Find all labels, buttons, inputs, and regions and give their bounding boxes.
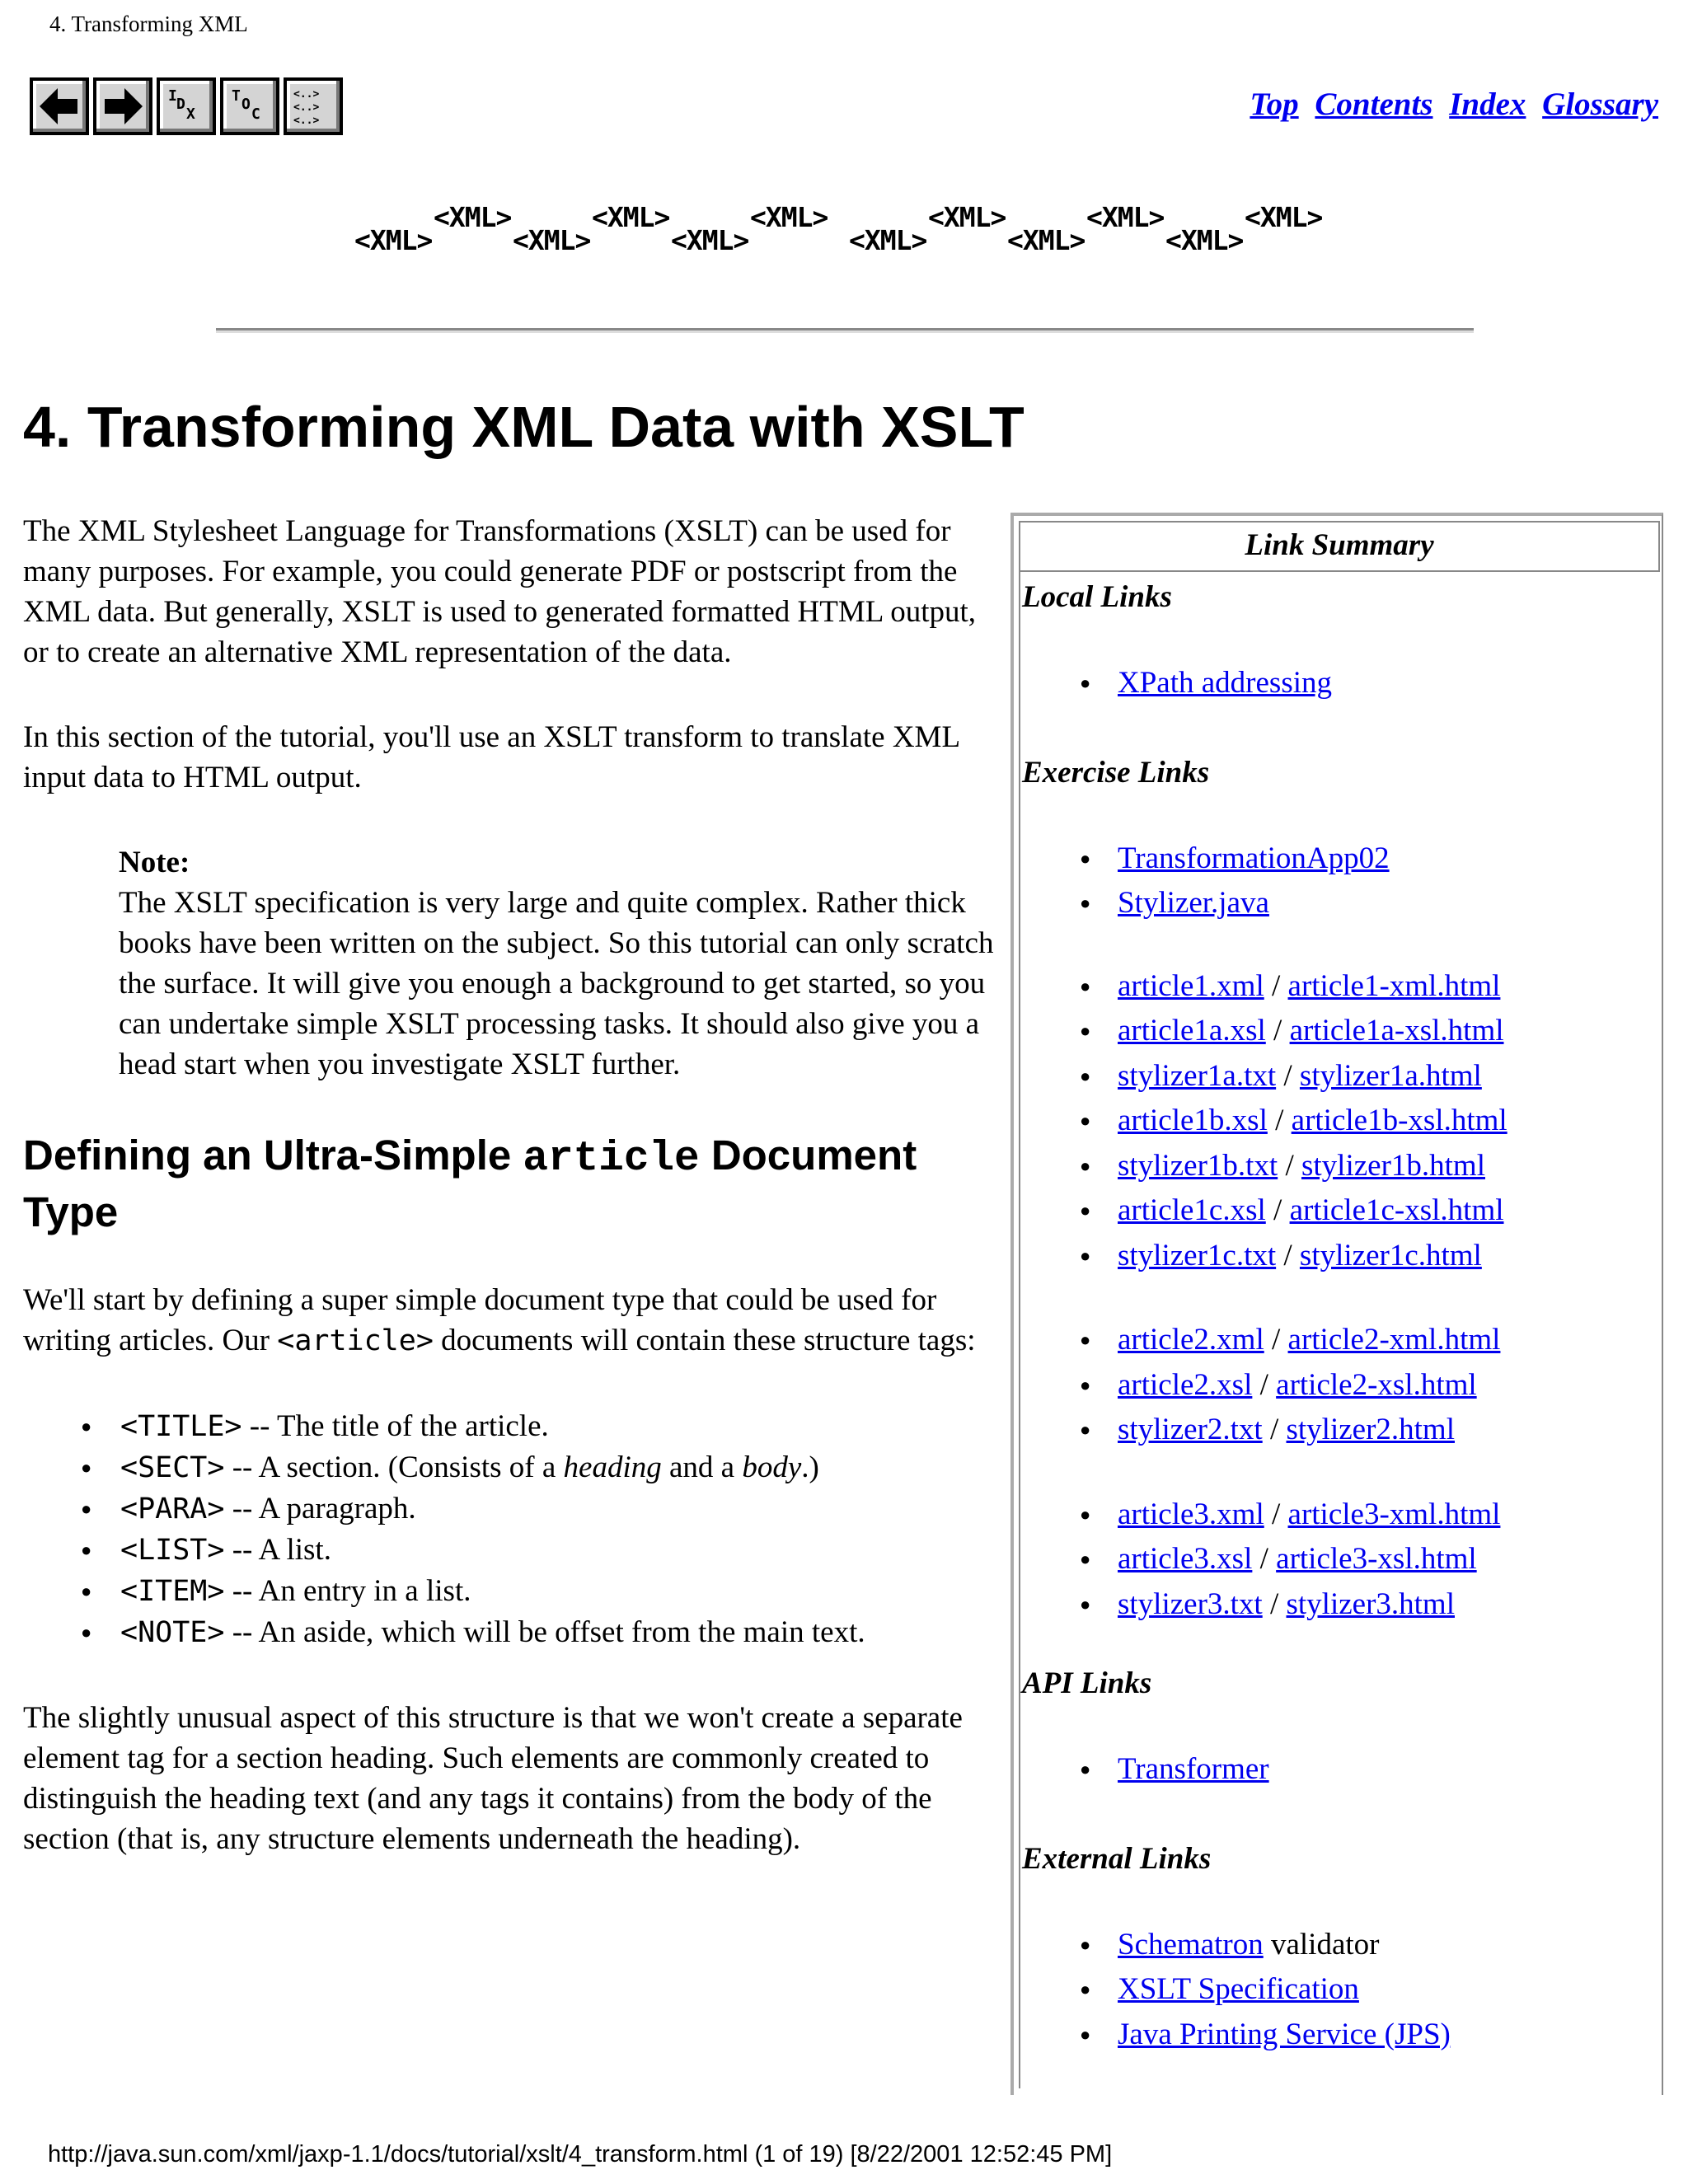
list-item [1022,881,1660,926]
xml-tag: <XML> [354,224,433,256]
separator: / [1264,968,1288,1003]
list-item [1022,1099,1660,1144]
exercise-link[interactable]: stylizer2.html [1286,1413,1455,1446]
list-item [1022,1318,1660,1363]
tag-desc: -- An entry in a list. [224,1574,471,1608]
separator: / [1252,1542,1277,1576]
svg-text:<..>: <..> [293,115,320,127]
local-links-section [1022,574,1660,706]
top-link[interactable]: Top [1250,87,1299,122]
separator: / [1276,1238,1300,1272]
page-footer-url: http://java.sun.com/xml/jaxp-1.1/docs/tutorial/xslt/4_transform.html (1 of 19) [8/22/2001 12:52:45 PM] [48,2141,1113,2168]
inline-code: <article> [277,1324,434,1357]
forward-arrow-icon[interactable] [93,77,152,135]
tag-desc-emphasis: heading [563,1451,662,1484]
running-head: 4. Transforming XML [49,12,248,36]
glossary-link[interactable]: Glossary [1542,87,1658,122]
exercise-links-list [1022,837,1660,926]
separator: / [1265,1193,1290,1227]
heading-text-end: Document Type [23,1132,917,1235]
link-summary-sidebar [1019,521,1660,2088]
top-nav-links [1241,86,1658,123]
exercise-link[interactable]: article3.xsl [1118,1542,1253,1576]
xml-tag: <XML> [592,201,670,233]
local-links-heading: Local Links [1022,580,1172,614]
xml-tag: <XML> [434,201,512,233]
exercise-link[interactable]: stylizer1c.txt [1118,1238,1277,1272]
svg-text:D: D [176,96,185,113]
exercise-link[interactable]: article2.xml [1118,1323,1264,1357]
tag-code: <NOTE> [120,1616,225,1649]
api-links-heading: API Links [1022,1666,1152,1700]
exercise-link[interactable]: stylizer1b.html [1301,1148,1485,1183]
search-icon[interactable] [284,77,343,135]
exercise-link[interactable]: stylizer1c.html [1299,1238,1482,1272]
svg-text:C: C [251,105,260,123]
exercise-link[interactable]: article1a-xsl.html [1289,1014,1504,1047]
tag-desc: -- A list. [224,1533,331,1567]
separator: / [1262,1413,1287,1446]
section-heading [23,1129,1004,1239]
list-item [1022,1408,1660,1453]
exercise-link[interactable]: article1-xml.html [1287,968,1501,1003]
exercise-link[interactable]: article1c-xsl.html [1289,1193,1504,1227]
list-item [1022,1144,1660,1189]
exercise-link[interactable]: article1.xml [1118,968,1264,1003]
note-text: The XSLT specification is very large and quite complex. Rather thick books have been written on the subject. So this tutorial can only scratch the surface. It will give you enough a background to get started, so you can undertake simple XSLT processing tasks. It should also give you a head start when you investigate XSLT further. [119,886,994,1081]
xml-tag: <XML> [1007,224,1085,256]
list-item [23,1571,1004,1612]
separator: / [1252,1367,1277,1402]
xpath-link[interactable]: XPath addressing [1118,666,1332,700]
list-item [1022,837,1660,882]
tag-code: <SECT> [120,1451,225,1484]
closing-paragraph: The slightly unusual aspect of this structure is that we won't create a separate element tag for a section heading. Such elements are commonly created to distinguish the heading text (and any tags it contains) from the body of the section (that is, any structure elements underneath the heading). [23,1701,963,1856]
list-item [1022,1009,1660,1054]
paragraph-text: We'll start by defining a super simple document type that could be used for writing articles. Our [23,1283,937,1357]
exercise-link[interactable]: article3-xsl.html [1276,1542,1477,1576]
xml-tag: <XML> [1086,201,1165,233]
local-links-list [1022,661,1660,706]
list-item [1022,1493,1660,1538]
xslt-spec-link[interactable]: XSLT Specification [1118,1972,1359,2006]
list-item [1022,2013,1660,2058]
heading-code: article [523,1136,700,1183]
structure-tag-list [23,1406,1004,1653]
exercise-link[interactable]: article1a.xsl [1118,1014,1266,1047]
exercise-links-heading: Exercise Links [1022,755,1210,790]
svg-text:X: X [186,105,195,123]
schematron-link[interactable]: Schematron [1118,1927,1264,1961]
index-link[interactable]: Index [1449,87,1526,122]
tag-code: <PARA> [120,1493,225,1526]
exercise-link[interactable]: stylizer3.txt [1118,1586,1263,1621]
exercise-link[interactable]: stylizer3.html [1286,1586,1455,1621]
tag-code: <LIST> [120,1534,225,1567]
api-links-section [1022,1660,1660,1793]
sidebar-title: Link Summary [1019,521,1660,572]
list-item [1022,1234,1660,1279]
list-item [1022,1582,1660,1628]
separator: / [1265,1014,1290,1047]
svg-text:O: O [241,96,251,113]
exercise-link[interactable]: article3.xml [1118,1497,1264,1531]
exercise-link[interactable]: stylizer1b.txt [1118,1148,1278,1183]
exercise-links-section [1022,749,1660,1628]
list-item [1022,1188,1660,1234]
exercise-pairs-1 [1022,964,1660,1279]
xml-tag: <XML> [1165,224,1244,256]
list-item [23,1612,1004,1653]
xml-tag: <XML> [671,224,749,256]
note-block [119,842,1025,1085]
xml-tag: <XML> [849,224,927,256]
tag-desc: -- A paragraph. [224,1492,416,1526]
list-item [1022,1747,1660,1793]
tag-desc: -- A section. (Consists of a [224,1451,564,1484]
list-item [1022,964,1660,1010]
separator: / [1264,1323,1288,1357]
list-item [23,1447,1004,1488]
xml-banner-logo [354,198,1343,264]
separator: / [1276,1058,1300,1093]
tag-desc-emphasis: body [742,1451,802,1484]
xml-tag: <XML> [513,224,591,256]
xml-tag: <XML> [928,201,1006,233]
main-content [23,511,1004,1904]
list-item [1022,1537,1660,1582]
xml-tag: <XML> [1245,201,1323,233]
external-links-list [1022,1923,1660,2058]
list-item [1022,1054,1660,1099]
exercise-link[interactable]: article2.xsl [1118,1367,1253,1402]
transformer-link[interactable]: Transformer [1118,1752,1269,1786]
tag-desc: .) [801,1451,819,1484]
tag-desc: and a [661,1451,743,1484]
back-arrow-icon[interactable] [30,77,89,135]
exercise-link[interactable]: stylizer1a.txt [1118,1058,1277,1093]
paragraph-text-end: documents will contain these structure tags: [433,1324,976,1357]
list-item [1022,661,1660,706]
index-icon[interactable] [157,77,216,135]
sidebar-body [1019,572,1660,2088]
external-links-heading: External Links [1022,1841,1212,1876]
contents-link[interactable]: Contents [1315,87,1433,122]
list-item [1022,1923,1660,1968]
link-suffix: validator [1263,1927,1380,1961]
list-item [23,1530,1004,1571]
svg-text:<..>: <..> [293,101,320,114]
xml-tag: <XML> [750,201,828,233]
list-item [1022,1363,1660,1408]
api-links-list [1022,1747,1660,1793]
jps-link[interactable]: Java Printing Service (JPS) [1118,2017,1451,2051]
structure-paragraph [23,1280,1004,1361]
exercise-link[interactable]: article1b-xsl.html [1291,1104,1507,1137]
separator: / [1278,1148,1301,1183]
exercise-link[interactable]: article1c.xsl [1118,1193,1266,1227]
exercise-pairs-3 [1022,1493,1660,1628]
page-title: 4. Transforming XML Data with XSLT [23,395,1025,459]
list-item [23,1488,1004,1530]
external-links-section [1022,1835,1660,2058]
list-item [1022,1967,1660,2013]
heading-text: Defining an Ultra-Simple [23,1132,523,1179]
exercise-link[interactable]: stylizer1a.html [1299,1058,1482,1093]
separator: / [1267,1104,1292,1137]
separator: / [1262,1586,1287,1621]
tag-desc: -- The title of the article. [241,1409,549,1443]
tag-code: <ITEM> [120,1575,225,1608]
exercise-link[interactable]: article2-xml.html [1287,1323,1501,1357]
exercise-link[interactable]: TransformationApp02 [1118,841,1390,875]
note-label: Note: [119,846,190,879]
toc-icon[interactable] [220,77,279,135]
svg-text:<..>: <..> [293,88,320,101]
exercise-link[interactable]: article2-xsl.html [1276,1367,1477,1402]
exercise-link[interactable]: Stylizer.java [1118,886,1269,920]
exercise-link[interactable]: article3-xml.html [1287,1497,1501,1531]
exercise-link[interactable]: stylizer2.txt [1118,1413,1263,1446]
nav-button-bar [30,77,347,135]
section-paragraph: In this section of the tutorial, you'll use an XSLT transform to translate XML input data to HTML output. [23,720,959,794]
list-item [23,1406,1004,1447]
exercise-pairs-2 [1022,1318,1660,1453]
tag-code: <TITLE> [120,1410,242,1443]
tag-desc: -- An aside, which will be offset from the main text. [224,1615,865,1649]
horizontal-rule [216,328,1474,333]
exercise-link[interactable]: article1b.xsl [1118,1104,1268,1137]
separator: / [1264,1497,1288,1531]
svg-text:I: I [168,87,177,105]
intro-paragraph: The XML Stylesheet Language for Transformations (XSLT) can be used for many purposes. For example, you could generate PDF or postscript from the XML data. But generally, XSLT is used to generated formatted HTML output, or to create an alternative XML representation of the data. [23,514,977,669]
svg-text:T: T [232,87,241,105]
